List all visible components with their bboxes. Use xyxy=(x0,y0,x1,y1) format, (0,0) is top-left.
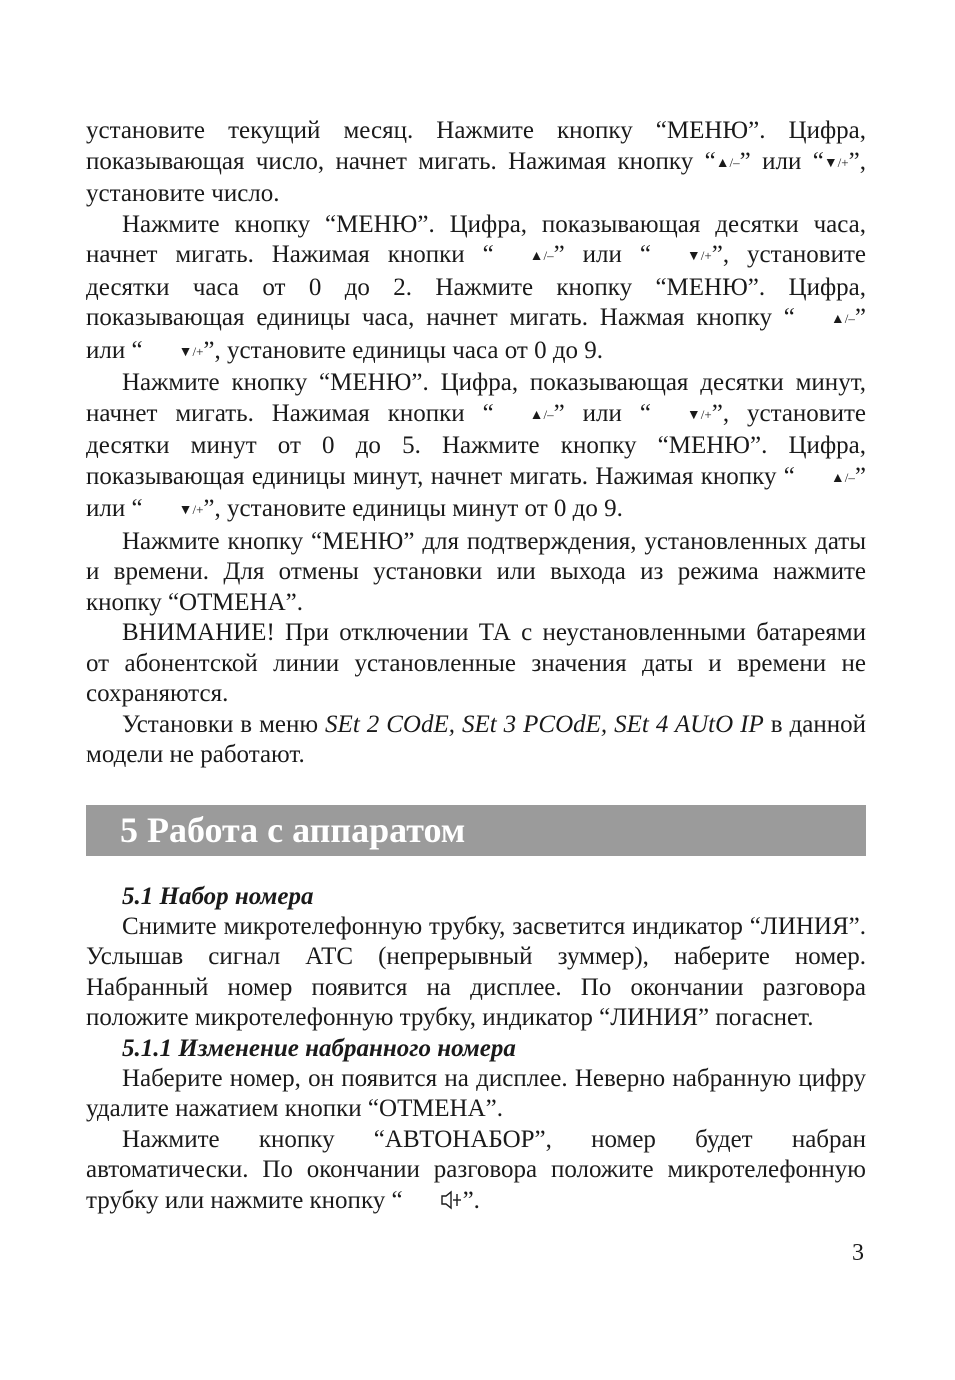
subsection-title-dialing: 5.1 Набор номера xyxy=(122,882,314,910)
paragraph-autodial: Нажмите кнопку “АВТОНАБОР”, номер будет набран автоматически. По окончании разговора положите микротелефонную трубку или нажмите кнопку “ ”. xyxy=(86,1125,866,1221)
down-plus-symbol: ▼/+ xyxy=(823,154,849,171)
page-number: 3 xyxy=(852,1240,864,1266)
down-plus-symbol: ▼/+ xyxy=(686,248,712,264)
down-plus-symbol: ▼/+ xyxy=(178,502,204,518)
menu-items-italic: SEt 2 COdE, SEt 3 PCOdE, SEt 4 AUtO IP xyxy=(325,710,764,738)
paragraph-minutes: Нажмите кнопку “МЕНЮ”. Цифра, показывающая десятки минут, начнет мигать. Нажимая кнопки “ ▲/–” или “ ▼/+”, установите десятки минут от 0 до 5. Нажмите кнопку “МЕНЮ”. Цифра, показывающая единицы минут, начнет мигать. Нажимая кнопку “ ▲/–” или “ ▼/+”, установите единицы минут от 0 до 9. xyxy=(86,368,866,527)
paragraph-menu-settings: Установки в меню SEt 2 COdE, SEt 3 PCOdE, SEt 4 AUtO IP в данной модели не работают. xyxy=(86,710,866,768)
up-minus-symbol: ▲/– xyxy=(715,154,740,171)
down-plus-symbol: ▼/+ xyxy=(178,343,204,360)
paragraph-confirm: Нажмите кнопку “МЕНЮ” для подтверждения, установленных даты и времени. Для отмены установки или выхода из режима нажмите кнопку “ОТМЕНА”. xyxy=(86,527,866,616)
up-minus-symbol: ▲/– xyxy=(529,406,554,423)
down-plus-symbol: ▼/+ xyxy=(686,406,712,423)
subsection-title-edit-number: 5.1.1 Изменение набранного номера xyxy=(122,1034,516,1062)
paragraph-warning: ВНИМАНИЕ! При отключении ТА с неустановленными батареями от абонентской линии установленные значения даты и времени не сохраняются. xyxy=(86,619,866,707)
paragraph-dialing: Снимите микротелефонную трубку, засветится индикатор “ЛИНИЯ”. Услышав сигнал АТС (непрерывный зуммер), наберите номер. Набранный номер появится на дисплее. По окончании разговора положите микротелефонную трубку, индикатор “ЛИНИЯ” погаснет. xyxy=(86,912,866,1031)
paragraph-edit-number: Наберите номер, он появится на дисплее. Неверно набранную цифру удалите нажатием кнопки “ОТМЕНА”. xyxy=(86,1064,866,1122)
paragraph-hours: Нажмите кнопку “МЕНЮ”. Цифра, показывающая десятки часа, начнет мигать. Нажимая кнопки “ ▲/–” или “ ▼/+”, установите десятки часа от 0 до 2. Нажмите кнопку “МЕНЮ”. Цифра, показывающая единицы часа, начнет мигать. Нажмая кнопку “ ▲/–” или “ ▼/+”, установите единицы часа от 0 до 9. xyxy=(86,210,866,369)
paragraph-month: установите текущий месяц. Нажмите кнопку “МЕНЮ”. Цифра, показывающая число, начнет мигать. Нажимая кнопку “▲/–” или “▼/+”, установите число. xyxy=(86,117,866,207)
speaker-icon xyxy=(403,1188,463,1221)
section-heading: 5 Работа с аппаратом xyxy=(120,810,466,850)
page-content xyxy=(86,116,866,1220)
up-minus-symbol: ▲/– xyxy=(830,311,855,327)
section-heading-banner xyxy=(86,805,866,856)
up-minus-symbol: ▲/– xyxy=(529,248,554,264)
up-minus-symbol: ▲/– xyxy=(830,469,855,486)
